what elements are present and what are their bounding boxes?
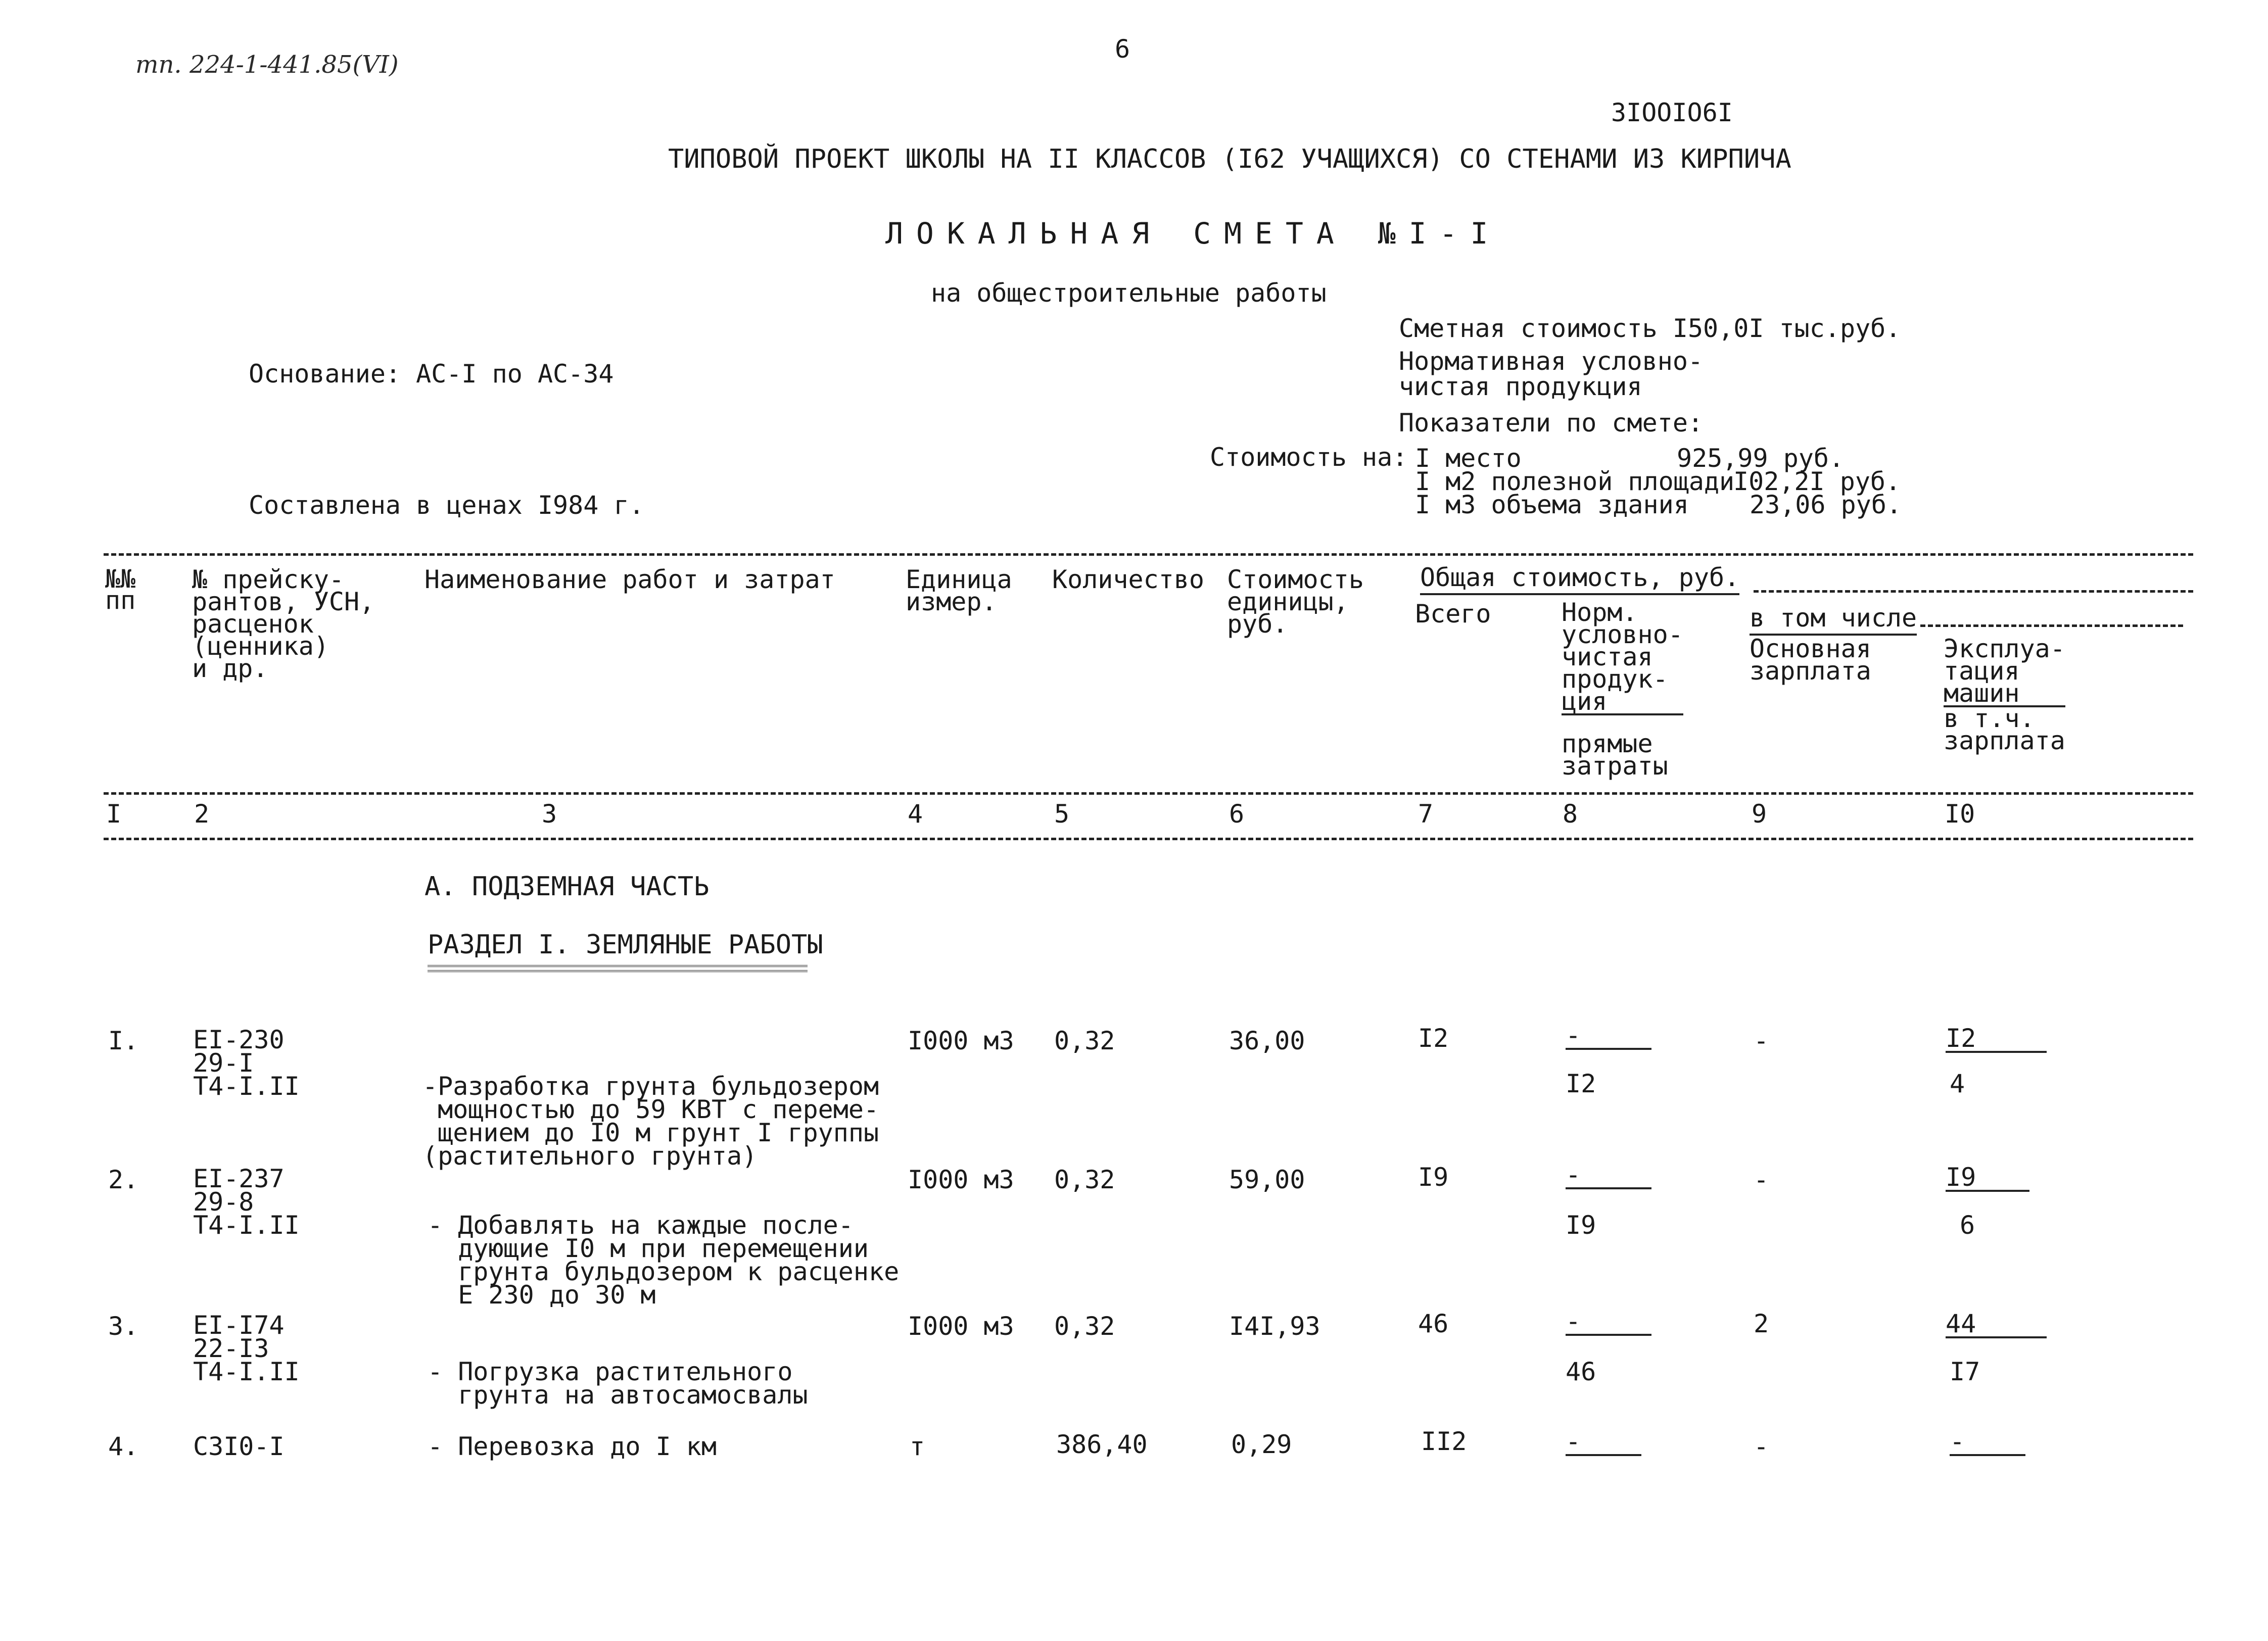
- colnum-10: I0: [1945, 799, 1975, 829]
- col5-header: Количество: [1052, 565, 1205, 594]
- row-normative-value: -: [1566, 1162, 1651, 1189]
- part-heading: А. ПОДЗЕМНАЯ ЧАСТЬ: [424, 872, 710, 902]
- section-heading: РАЗДЕЛ I. ЗЕМЛЯНЫЕ РАБОТЫ: [428, 930, 823, 960]
- section-heading-underline: [428, 965, 808, 972]
- colnum-5: 5: [1054, 799, 1070, 829]
- row-machine-salary: 6: [1960, 1211, 1975, 1240]
- row-number: I.: [108, 1026, 139, 1055]
- col10-subheader: в т.ч. зарплата: [1944, 704, 2065, 755]
- colnum-1: I: [106, 799, 122, 829]
- header-top-rule: [104, 553, 2193, 556]
- estimate-subtitle: на общестроительные работы: [931, 278, 1327, 308]
- row-unit-price: 0,29: [1231, 1430, 1292, 1459]
- row-unit-price: 36,00: [1229, 1026, 1305, 1055]
- estimate-title: ЛОКАЛЬНАЯ СМЕТА №I-I: [885, 216, 1501, 251]
- row-machine-operation: -: [1950, 1429, 2025, 1456]
- row-work-name: - Добавлять на каждые после- дующие I0 м при перемещении грунта бульдозером к расценке Е 230 до 30 м: [428, 1211, 900, 1310]
- indicator-area-label: I м2 полезной площади: [1415, 467, 1735, 496]
- row-quantity: 0,32: [1054, 1312, 1115, 1341]
- indicator-area-value: I02,2I руб.: [1733, 467, 1901, 496]
- colnum-8: 8: [1563, 799, 1578, 829]
- page-number: 6: [1115, 34, 1130, 64]
- colnum-7: 7: [1418, 799, 1434, 829]
- colnum-6: 6: [1229, 799, 1245, 829]
- row-quantity: 386,40: [1056, 1430, 1148, 1459]
- colnum-3: 3: [542, 799, 557, 829]
- cost-on-label: Стоимость на:: [1210, 443, 1408, 472]
- indicator-place-label: I место: [1415, 444, 1522, 473]
- row-machine-operation: I2: [1946, 1026, 2047, 1053]
- including-header: в том числе: [1750, 605, 1917, 631]
- row-machine-operation: 44: [1946, 1311, 2047, 1338]
- row-number: 2.: [108, 1165, 139, 1194]
- basis-text: Основание: АС-I по АС-34: [249, 359, 614, 389]
- row-unit-price: 59,00: [1229, 1165, 1305, 1194]
- row-normative-value: -: [1566, 1309, 1651, 1336]
- col8-header: Норм. условно- чистая продук- ция: [1562, 598, 1683, 716]
- col6-header: Стоимость единицы, руб.: [1227, 565, 1364, 639]
- col3-header: Наименование работ и затрат: [424, 565, 835, 594]
- row-codes: ЕI-I74 22-I3 Т4-I.II: [193, 1311, 300, 1386]
- colnum-2: 2: [194, 799, 210, 829]
- row-base-salary: -: [1754, 1432, 1769, 1461]
- row-normative-value: -: [1566, 1023, 1651, 1050]
- col4-header: Единица измер.: [906, 565, 1012, 616]
- normative-product-line2: чистая продукция: [1399, 372, 1642, 401]
- row-total: 46: [1418, 1309, 1449, 1338]
- colnum-9: 9: [1752, 799, 1767, 829]
- row-work-name: -Разработка грунта бульдозером мощностью до 59 КВТ с переме- щением до I0 м грунт I группы (растительного грунта): [422, 1072, 879, 1171]
- row-machine-salary: I7: [1950, 1357, 1980, 1386]
- row-machine-salary: 4: [1950, 1069, 1965, 1098]
- row-base-salary: 2: [1754, 1309, 1769, 1338]
- row-unit-price: I4I,93: [1229, 1312, 1320, 1341]
- row-unit: I000 м3: [908, 1165, 1014, 1194]
- col8-subheader: прямые затраты: [1562, 729, 1668, 781]
- normative-product-line1: Нормативная условно-: [1399, 347, 1704, 376]
- estimated-cost: Сметная стоимость I50,0I тыс.руб.: [1399, 314, 1901, 343]
- colnum-bottom-rule: [104, 838, 2193, 840]
- col7-header: Всего: [1415, 599, 1491, 629]
- row-total: I2: [1418, 1024, 1449, 1053]
- row-number: 3.: [108, 1312, 139, 1341]
- row-unit: I000 м3: [908, 1312, 1014, 1341]
- including-rule: [1920, 624, 2183, 627]
- row-total: I9: [1418, 1163, 1449, 1192]
- col2-header: № прейску- рантов, УСН, расценок (ценника) и др.: [192, 565, 375, 683]
- row-work-name: - Погрузка растительного грунта на автосамосвалы: [428, 1357, 808, 1410]
- row-unit: т: [910, 1432, 925, 1461]
- document-code: 3IOOIO6I: [1611, 98, 1733, 127]
- row-codes: С3I0-I: [193, 1432, 285, 1461]
- row-machine-operation: I9: [1946, 1165, 2029, 1192]
- row-codes: ЕI-230 29-I Т4-I.II: [193, 1025, 300, 1101]
- col1-header: №№ пп: [105, 564, 136, 615]
- row-base-salary: -: [1754, 1165, 1769, 1194]
- indicator-volume-label: I м3 объема здания: [1415, 490, 1689, 519]
- colnum-4: 4: [908, 799, 923, 829]
- indicator-place-value: 925,99 руб.: [1677, 444, 1845, 473]
- row-quantity: 0,32: [1054, 1165, 1115, 1194]
- indicator-volume-value: 23,06 руб.: [1750, 490, 1902, 519]
- col9-header: Основная зарплата: [1750, 634, 1871, 686]
- prices-year-text: Составлена в ценах I984 г.: [249, 491, 644, 520]
- row-quantity: 0,32: [1054, 1026, 1115, 1055]
- general-cost-rule: [1754, 590, 2193, 593]
- row-normative-value: -: [1566, 1429, 1641, 1456]
- row-unit: I000 м3: [908, 1026, 1014, 1055]
- col10-header: Эксплуа- тация машин: [1944, 634, 2065, 708]
- handwritten-reference: тп. 224-1-441.85(VI): [135, 51, 399, 79]
- row-direct-costs: 46: [1566, 1357, 1596, 1386]
- row-number: 4.: [108, 1432, 139, 1461]
- header-bottom-rule: [104, 792, 2193, 795]
- indicators-label: Показатели по смете:: [1399, 408, 1704, 438]
- row-work-name: - Перевозка до I км: [428, 1432, 717, 1461]
- row-base-salary: -: [1754, 1026, 1769, 1055]
- general-cost-header: Общая стоимость, руб.: [1420, 565, 1739, 590]
- row-codes: ЕI-237 29-8 Т4-I.II: [193, 1164, 300, 1240]
- row-direct-costs: I2: [1566, 1069, 1596, 1098]
- row-direct-costs: I9: [1566, 1211, 1596, 1240]
- project-title: ТИПОВОЙ ПРОЕКТ ШКОЛЫ НА II КЛАССОВ (I62 УЧАЩИХСЯ) СО СТЕНАМИ ИЗ КИРПИЧА: [668, 144, 1791, 174]
- row-total: II2: [1421, 1427, 1467, 1456]
